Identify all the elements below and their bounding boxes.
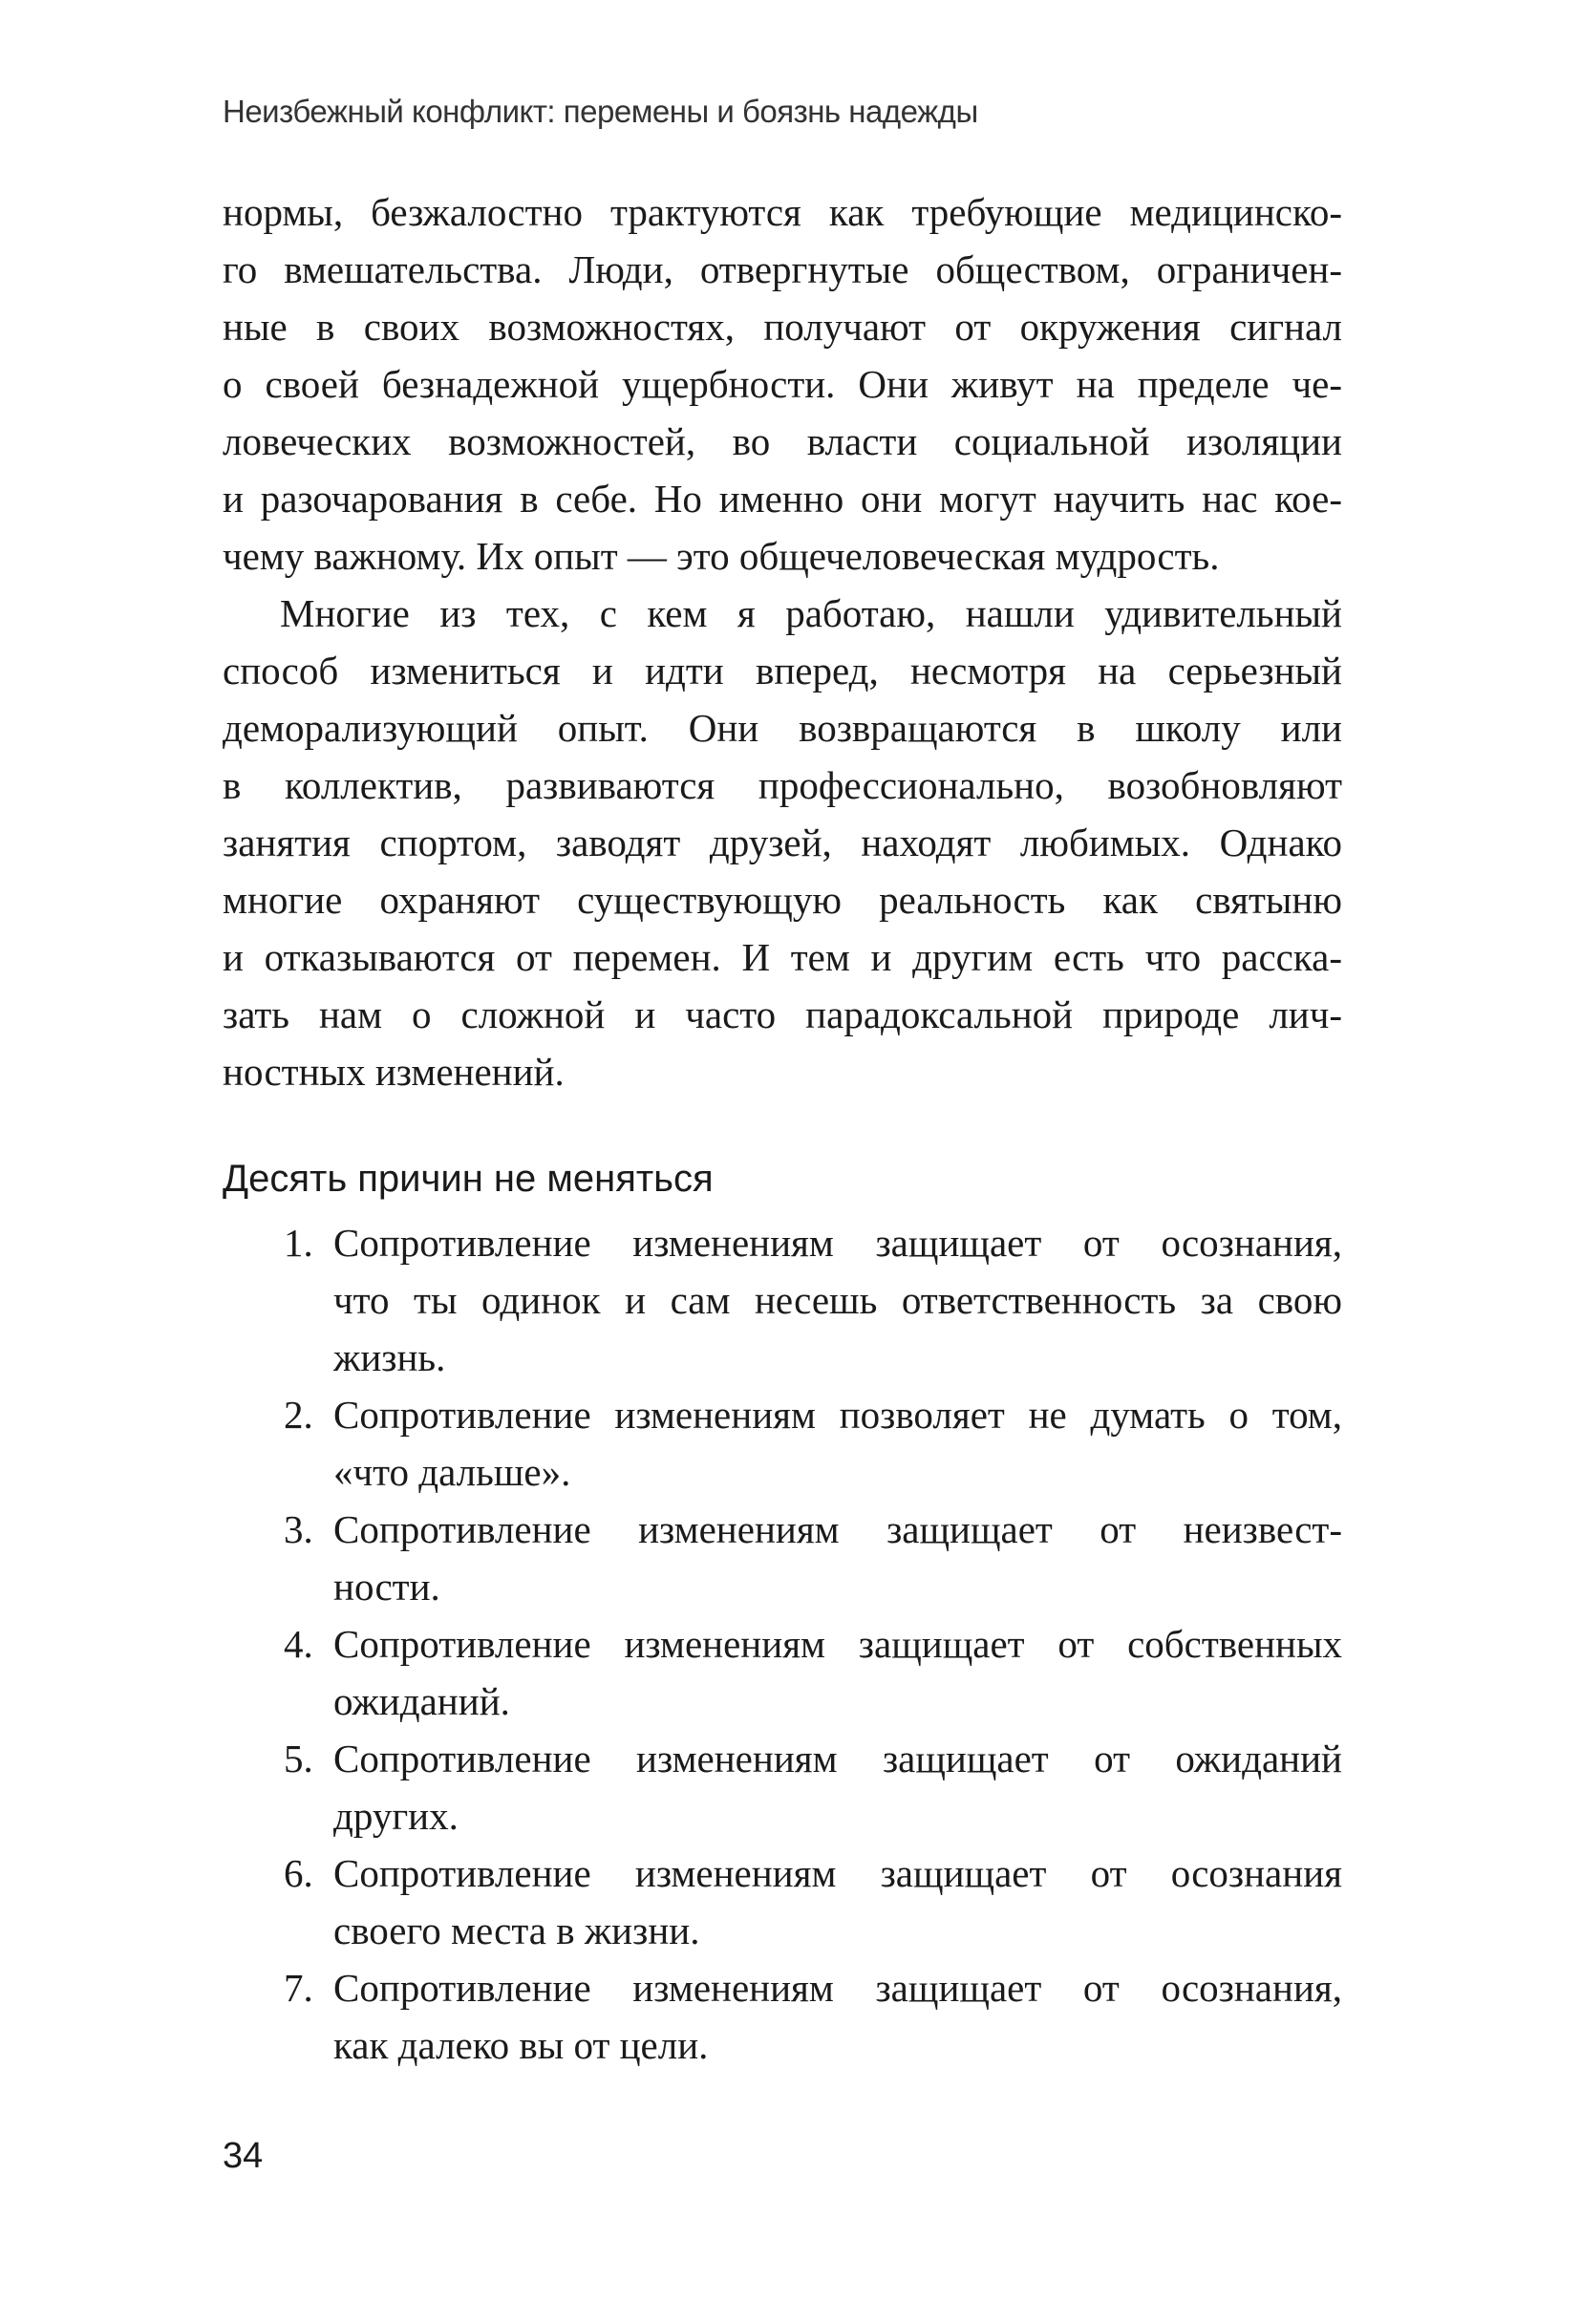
list-item-line: других. xyxy=(333,1794,459,1838)
list-item xyxy=(223,1959,1342,2074)
running-header: Неизбежный конфликт: перемены и боязнь надежды xyxy=(223,94,978,129)
text-line: деморализующий опыт. Они возвращаются в школу или xyxy=(223,706,1342,750)
list-item-line: Сопротивление изменениям защищает от неизвест- xyxy=(333,1507,1342,1551)
list-item-line: Сопротивление изменениям защищает от осознания xyxy=(333,1851,1342,1895)
list-item-line: «что дальше». xyxy=(333,1450,571,1494)
text-line: ностных изменений. xyxy=(223,1050,565,1094)
list-item-line: ожиданий. xyxy=(333,1679,510,1723)
list-item-line: Сопротивление изменениям защищает от собственных xyxy=(333,1622,1342,1666)
reasons-list xyxy=(223,1214,1342,2074)
list-item-number: 1. xyxy=(284,1221,313,1265)
list-item-line: что ты одинок и сам несешь ответственность за свою xyxy=(333,1278,1342,1322)
list-item-line: Сопротивление изменениям защищает от ожиданий xyxy=(333,1737,1342,1780)
list-item-line: ности. xyxy=(333,1565,440,1609)
text-line: нормы, безжалостно трактуются как требующие медицинско- xyxy=(223,190,1342,234)
list-item-line: Сопротивление изменениям защищает от осознания, xyxy=(333,1221,1342,1265)
text-line: ловеческих возможностей, во власти социальной изоляции xyxy=(223,419,1342,463)
section-heading: Десять причин не меняться xyxy=(223,1158,714,1200)
page-number: 34 xyxy=(223,2136,264,2176)
list-item-number: 5. xyxy=(284,1737,313,1780)
text-line: о своей безнадежной ущербности. Они живут на пределе че- xyxy=(223,362,1342,406)
list-item-line: как далеко вы от цели. xyxy=(333,2023,709,2067)
list-item xyxy=(223,1615,1342,1730)
text-line: чему важному. Их опыт — это общечеловеческая мудрость. xyxy=(223,534,1220,578)
list-item xyxy=(223,1844,1342,1959)
list-item-number: 4. xyxy=(284,1622,313,1666)
list-item xyxy=(223,1214,1342,1386)
list-item xyxy=(223,1386,1342,1501)
text-line: зать нам о сложной и часто парадоксальной природе лич- xyxy=(223,992,1342,1036)
list-item-line: жизнь. xyxy=(333,1335,446,1379)
list-item-line: Сопротивление изменениям защищает от осознания, xyxy=(333,1966,1342,2010)
text-line: ные в своих возможностях, получают от окружения сигнал xyxy=(223,305,1342,349)
text-line: занятия спортом, заводят друзей, находят любимых. Однако xyxy=(223,821,1342,864)
list-item-number: 6. xyxy=(284,1851,313,1895)
text-line: способ измениться и идти вперед, несмотря на серьезный xyxy=(223,649,1342,693)
text-line: Многие из тех, с кем я работаю, нашли удивительный xyxy=(280,591,1342,635)
text-line: в коллектив, развиваются профессионально, возобновляют xyxy=(223,763,1342,807)
list-item-line: Сопротивление изменениям позволяет не думать о том, xyxy=(333,1393,1342,1437)
text-line: го вмешательства. Люди, отвергнутые обществом, ограничен- xyxy=(223,247,1342,291)
text-line: и разочарования в себе. Но именно они могут научить нас кое- xyxy=(223,477,1342,521)
list-item-number: 7. xyxy=(284,1966,313,2010)
list-item-line: своего места в жизни. xyxy=(333,1908,700,1952)
body-text xyxy=(223,183,1342,1100)
paragraph xyxy=(223,585,1342,1100)
list-item xyxy=(223,1501,1342,1615)
list-item xyxy=(223,1730,1342,1844)
list-item-number: 3. xyxy=(284,1507,313,1551)
list-item-number: 2. xyxy=(284,1393,313,1437)
text-line: многие охраняют существующую реальность как святыню xyxy=(223,878,1342,922)
paragraph xyxy=(223,183,1342,585)
text-line: и отказываются от перемен. И тем и другим есть что расска- xyxy=(223,935,1342,979)
